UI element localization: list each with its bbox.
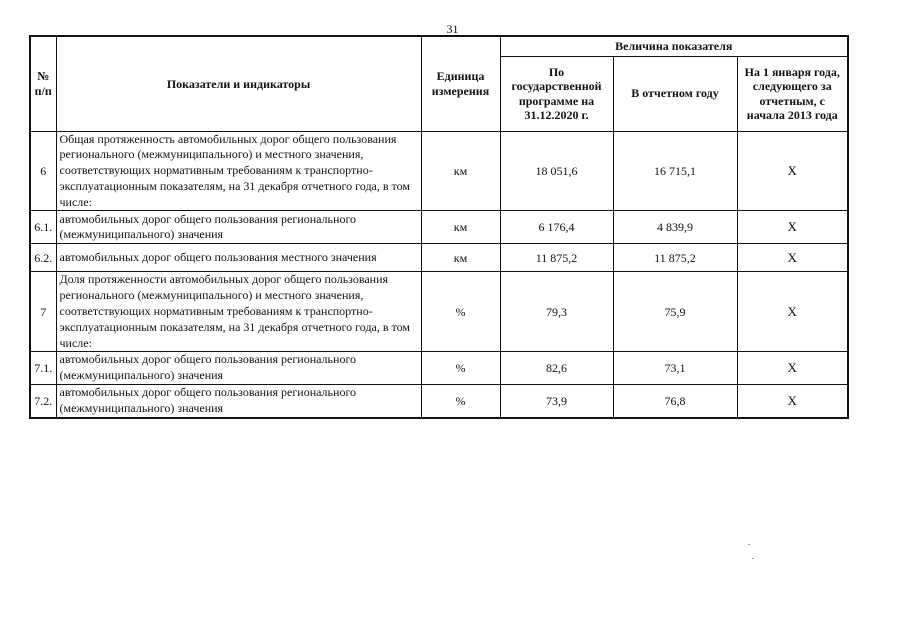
- row-january-value: X: [737, 244, 848, 272]
- indicators-table: [29, 35, 849, 419]
- header-value-group: Величина показателя: [500, 36, 848, 56]
- row-name: автомобильных дорог общего пользования местного значения: [56, 244, 421, 272]
- row-report-value: 16 715,1: [613, 131, 737, 211]
- row-report-value: 76,8: [613, 385, 737, 418]
- row-state-value: 6 176,4: [500, 211, 613, 244]
- table-row: [30, 211, 848, 244]
- header-indicator: Показатели и индикаторы: [56, 36, 421, 131]
- table-row: [30, 385, 848, 418]
- row-name: автомобильных дорог общего пользования регионального (межмуниципального) значения: [56, 211, 421, 244]
- row-january-value: X: [737, 131, 848, 211]
- row-january-value: X: [737, 385, 848, 418]
- row-num: 7: [30, 272, 56, 352]
- table-row: [30, 244, 848, 272]
- row-num: 6.1.: [30, 211, 56, 244]
- row-january-value: X: [737, 272, 848, 352]
- header-january: На 1 января года, следующего за отчетным, с начала 2013 года: [737, 56, 848, 131]
- row-january-value: X: [737, 211, 848, 244]
- row-num: 7.1.: [30, 352, 56, 385]
- row-unit: км: [421, 131, 500, 211]
- row-num: 7.2.: [30, 385, 56, 418]
- row-report-value: 73,1: [613, 352, 737, 385]
- row-state-value: 82,6: [500, 352, 613, 385]
- row-unit: %: [421, 352, 500, 385]
- header-report-year: В отчетном году: [613, 56, 737, 131]
- scan-speck: [748, 544, 750, 545]
- row-unit: км: [421, 244, 500, 272]
- row-name: автомобильных дорог общего пользования регионального (межмуниципального) значения: [56, 352, 421, 385]
- row-unit: %: [421, 385, 500, 418]
- row-name: автомобильных дорог общего пользования регионального (межмуниципального) значения: [56, 385, 421, 418]
- header-unit: Единица измерения: [421, 36, 500, 131]
- row-unit: %: [421, 272, 500, 352]
- row-report-value: 4 839,9: [613, 211, 737, 244]
- row-report-value: 11 875,2: [613, 244, 737, 272]
- table-row: [30, 352, 848, 385]
- row-state-value: 11 875,2: [500, 244, 613, 272]
- scan-speck: [752, 558, 754, 559]
- row-num: 6.2.: [30, 244, 56, 272]
- table-row: [30, 272, 848, 352]
- page-number: 31: [446, 22, 459, 36]
- header-num: № п/п: [30, 36, 56, 131]
- row-january-value: X: [737, 352, 848, 385]
- row-state-value: 73,9: [500, 385, 613, 418]
- row-num: 6: [30, 131, 56, 211]
- header-state-program: По государственной программе на 31.12.2020 г.: [500, 56, 613, 131]
- row-report-value: 75,9: [613, 272, 737, 352]
- row-state-value: 79,3: [500, 272, 613, 352]
- row-name: Доля протяженности автомобильных дорог общего пользования регионального (межмуниципального) и местного значения, соответствующих нормативным требованиям к транспортно-эксплуатационным показателям, на 31 декабря отчетного года, в том числе:: [56, 272, 421, 352]
- row-unit: км: [421, 211, 500, 244]
- row-state-value: 18 051,6: [500, 131, 613, 211]
- table-row: [30, 131, 848, 211]
- row-name: Общая протяженность автомобильных дорог общего пользования регионального (межмуниципального) и местного значения, соответствующих нормативным требованиям к транспортно-эксплуатационным показателям, на 31 декабря отчетного года, в том числе:: [56, 131, 421, 211]
